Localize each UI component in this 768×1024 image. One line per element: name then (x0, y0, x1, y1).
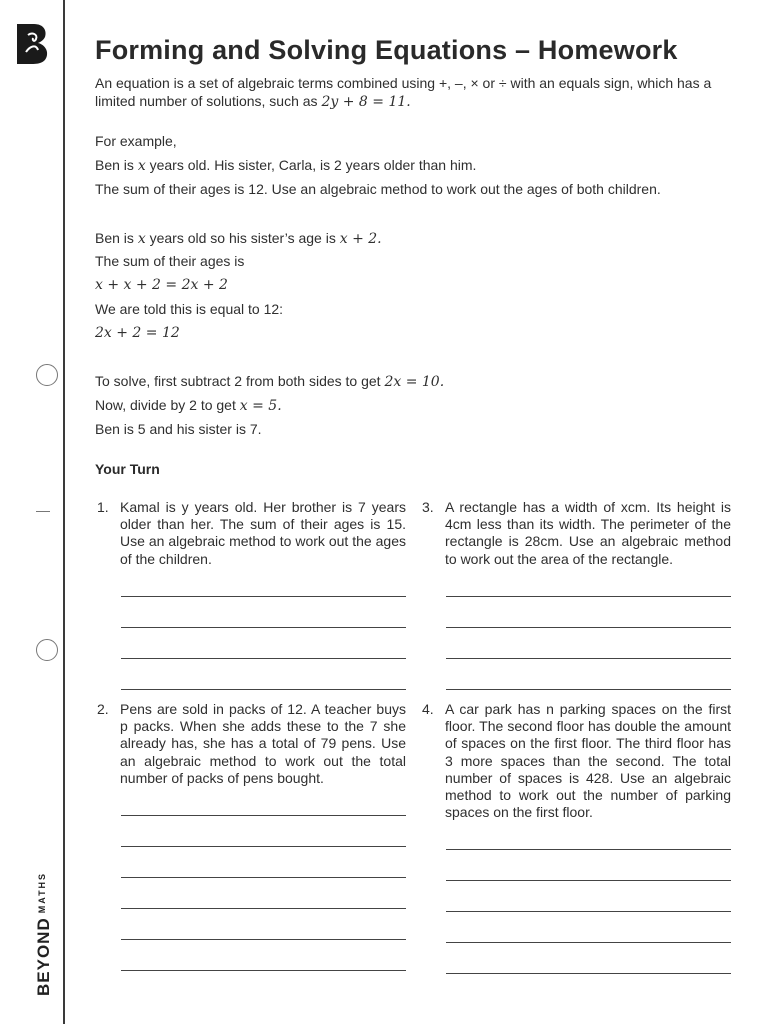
answer-line[interactable] (121, 627, 406, 628)
solution-line-1 (95, 229, 382, 248)
intro-expression: 2y + 8 = 11. (321, 94, 411, 110)
answer-line[interactable] (121, 689, 406, 690)
solution-line-2: The sum of their ages is (95, 253, 245, 269)
example-line-1 (95, 156, 476, 175)
your-turn-heading: Your Turn (95, 461, 160, 477)
text-run: years old so his sister’s age is (145, 230, 340, 246)
brand-wordmark (34, 872, 54, 996)
variable-x: x (137, 158, 146, 174)
answer-line[interactable] (121, 877, 406, 878)
answer-line[interactable] (446, 849, 731, 850)
text-run: To solve, first subtract 2 from both sides to get (95, 373, 385, 389)
answer-line[interactable] (121, 908, 406, 909)
question-number: 4. (422, 701, 434, 717)
brand-tagline: MATHS (37, 871, 47, 914)
solution-equation-2: 2x + 2 = 12 (95, 325, 180, 341)
example-lead: For example, (95, 133, 177, 149)
question-3 (422, 499, 731, 569)
question-4 (422, 701, 731, 825)
answer-line[interactable] (446, 911, 731, 912)
answer-line[interactable] (121, 846, 406, 847)
variable-x: x (137, 231, 146, 247)
question-number: 1. (97, 499, 109, 515)
expression: x = 5. (239, 398, 282, 414)
question-number: 3. (422, 499, 434, 515)
expression: 2x = 10. (384, 374, 445, 390)
question-1 (97, 499, 406, 569)
text-run: years old. His sister, Carla, is 2 years older than him. (145, 157, 477, 173)
fold-mark (36, 511, 50, 512)
answer-line[interactable] (121, 939, 406, 940)
answer-line[interactable] (121, 596, 406, 597)
answer-line[interactable] (121, 815, 406, 816)
margin-rule (63, 0, 65, 1024)
expression: x + 2. (339, 231, 382, 247)
text-run: Ben is (95, 230, 138, 246)
question-text: A rectangle has a width of xcm. Its height is 4cm less than its width. The perimeter of the rectangle is 28cm. Use an algebraic method to work out the area of the rectangle. (445, 499, 731, 567)
intro-text: An equation is a set of algebraic terms combined using +, –, × or ÷ with an equals sign, which has a limited number of solutions, such as (95, 75, 712, 109)
answer-line[interactable] (121, 658, 406, 659)
page-title: Forming and Solving Equations – Homework (95, 35, 678, 65)
question-text: Pens are sold in packs of 12. A teacher buys p packs. When she adds these to the 7 she already has, she has a total of 79 pens. Use an algebraic method to work out the total number of packs of pens bought. (120, 701, 406, 786)
question-number: 2. (97, 701, 109, 717)
punch-hole-top (36, 364, 58, 386)
punch-hole-bottom (36, 639, 58, 661)
answer-line[interactable] (446, 658, 731, 659)
solution-line-7 (95, 396, 282, 415)
intro-paragraph (95, 74, 735, 111)
solution-line-8: Ben is 5 and his sister is 7. (95, 421, 262, 437)
answer-line[interactable] (446, 596, 731, 597)
solution-line-6 (95, 372, 444, 391)
answer-line[interactable] (121, 970, 406, 971)
question-text: Kamal is y years old. Her brother is 7 years older than her. The sum of their ages is 15. Use an algebraic method to work out the ages of the children. (120, 499, 406, 567)
example-line-2: The sum of their ages is 12. Use an algebraic method to work out the ages of both children. (95, 181, 661, 197)
question-text: A car park has n parking spaces on the first floor. The second floor has double the amount of spaces on the first floor. The third floor has 3 more spaces than the second. The total number of spaces is 428. Use an algebraic method to work out the number of parking spaces on the first floor. (445, 701, 731, 821)
beyond-logo-icon (14, 22, 50, 66)
answer-line[interactable] (446, 880, 731, 881)
answer-line[interactable] (446, 627, 731, 628)
answer-line[interactable] (446, 973, 731, 974)
question-2 (97, 701, 406, 791)
answer-line[interactable] (446, 942, 731, 943)
solution-equation-1: x + x + 2 = 2x + 2 (95, 277, 228, 293)
brand-name: BEYOND (34, 917, 53, 996)
text-run: Now, divide by 2 to get (95, 397, 240, 413)
text-run: Ben is (95, 157, 138, 173)
answer-line[interactable] (446, 689, 731, 690)
solution-line-4: We are told this is equal to 12: (95, 301, 284, 317)
